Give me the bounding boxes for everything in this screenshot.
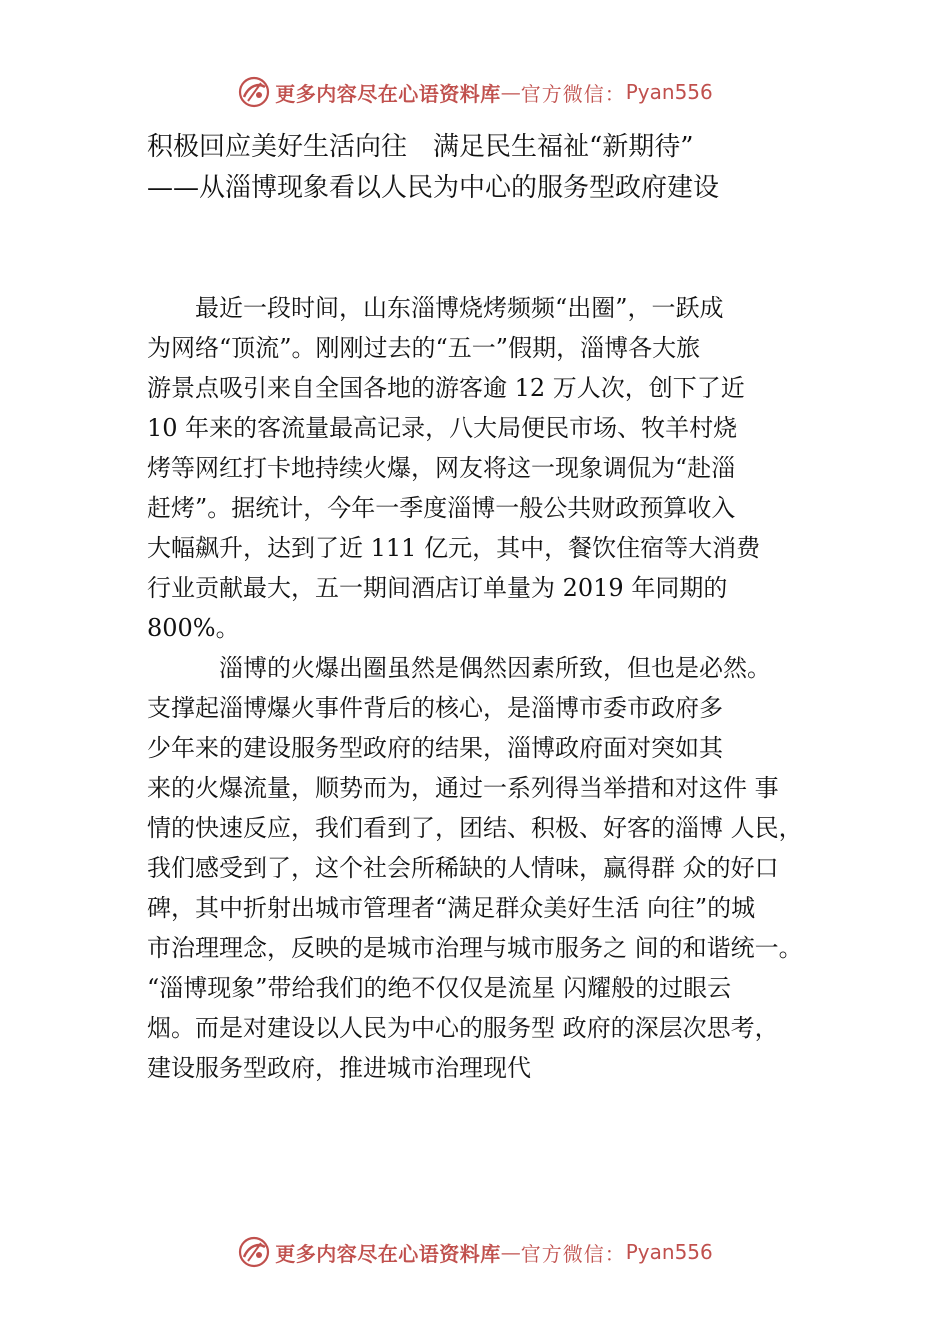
banner-separator: — [500, 80, 521, 104]
body-line: 最近一段时间，山东淄博烧烤频频“出圈”，一跃成 [147, 294, 724, 322]
body-line: 烟。而是对建设以人民为中心的服务型 政府的深层次思考， [147, 1014, 779, 1042]
body-line: 游景点吸引来自全国各地的游客逾 12 万人次，创下了近 [147, 374, 745, 402]
body-line: 800%。 [147, 614, 240, 642]
banner-brand: 更多内容尽在心语资料库 [275, 1241, 501, 1266]
body-line: 支撑起淄博爆火事件背后的核心，是淄博市委市政府多 [147, 694, 723, 722]
footer-banner [0, 1232, 950, 1272]
body-line: 烤等网红打卡地持续火爆，网友将这一现象调侃为“赴淄 [147, 454, 736, 482]
body-line: 行业贡献最大，五一期间酒店订单量为 2019 年同期的 [147, 574, 728, 602]
body-line: 情的快速反应，我们看到了，团结、积极、好客的淄博 人民， [147, 814, 803, 842]
header-banner [0, 72, 950, 112]
body-line: 建设服务型政府，推进城市治理现代 [147, 1054, 531, 1082]
body-line: 来的火爆流量，顺势而为，通过一系列得当举措和对这件 事 [147, 774, 779, 802]
body-line: 少年来的建设服务型政府的结果，淄博政府面对突如其 [147, 734, 723, 762]
banner-wechat-label: 官方微信： [520, 1241, 626, 1266]
banner-wechat-id: Pyan556 [625, 80, 713, 104]
body-line: 10 年来的客流量最高记录，八大局便民市场、牧羊村烧 [147, 414, 738, 442]
banner-wechat-id: Pyan556 [625, 1240, 713, 1264]
body-line: 我们感受到了，这个社会所稀缺的人情味，赢得群 众的好口 [147, 854, 779, 882]
body-line: 淄博的火爆出圈虽然是偶然因素所致，但也是必然。 [147, 654, 771, 682]
body-line: 大幅飙升，达到了近 111 亿元，其中，餐饮住宿等大消费 [147, 534, 761, 562]
body-line: “淄博现象”带给我们的绝不仅仅是流星 闪耀般的过眼云 [147, 974, 732, 1002]
logo-icon [237, 1235, 271, 1269]
body-line: 碑，其中折射出城市管理者“满足群众美好生活 向往”的城 [147, 894, 756, 922]
body-line: 赶烤”。据统计，今年一季度淄博一般公共财政预算收入 [147, 494, 736, 522]
logo-icon [237, 75, 271, 109]
banner-wechat-label: 官方微信： [520, 81, 626, 106]
body-line: 为网络“顶流”。刚刚过去的“五一”假期，淄博各大旅 [147, 334, 701, 362]
banner-brand: 更多内容尽在心语资料库 [275, 81, 501, 106]
body-line: 市治理理念，反映的是城市治理与城市服务之 间的和谐统一。 [147, 934, 803, 962]
document-subtitle: ——从淄博现象看以人民为中心的服务型政府建设 [147, 173, 720, 203]
document-title: 积极回应美好生活向往 满足民生福祉“新期待” [147, 132, 694, 162]
banner-separator: — [500, 1240, 521, 1264]
